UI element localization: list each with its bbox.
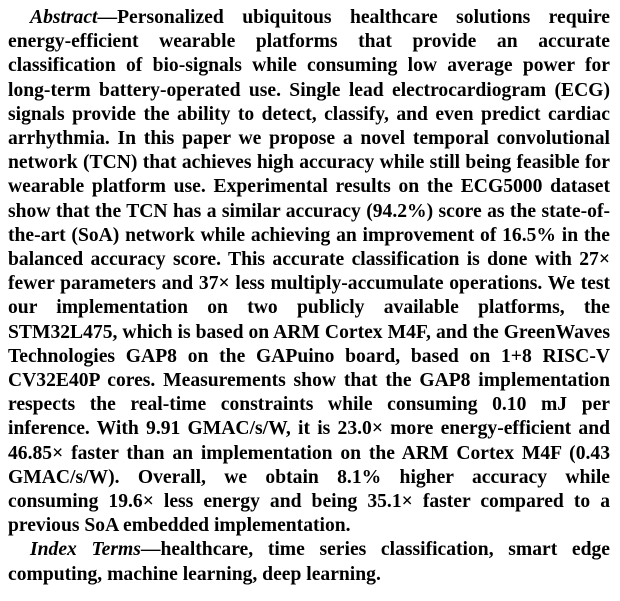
index-terms-dash: —: [140, 539, 161, 561]
abstract-label: Abstract: [30, 7, 98, 28]
index-terms-label: Index Terms: [30, 539, 141, 561]
abstract-section: [8, 6, 610, 587]
abstract-paragraph: [8, 6, 610, 538]
abstract-text: Personalized ubiquitous healthcare solutions require energy-efficient wearable platforms that provide an accurate classification of bio-signals while consuming low average power for long-term battery-operated use. Single lead electrocardiogram (ECG) signals provide the ability to detect, classify, and even predict cardiac arrhythmia. In this paper we propose a novel temporal convolutional network (TCN) that achieves high accuracy while still being feasible for wearable platform use. Experimental results on the ECG5000 dataset show that the TCN has a similar accuracy (94.2%) score as the state-of-the-art (SoA) network while achieving an improvement of 16.5% in the balanced accuracy score. This accurate classification is done with 27× fewer parameters and 37× less multiply-accumulate operations. We test our implementation on two publicly available platforms, the STM32L475, which is based on ARM Cortex M4F, and the GreenWaves Technologies GAP8 on the GAPuino board, based on 1+8 RISC-V CV32E40P cores. Measurements show that the GAP8 implementation respects the real-time constraints while consuming 0.10 mJ per inference. With 9.91 GMAC/s/W, it is 23.0× more energy-efficient and 46.85× faster than an implementation on the ARM Cortex M4F (0.43 GMAC/s/W). Overall, we obtain 8.1% higher accuracy while consuming 19.6× less energy and being 35.1× faster compared to a previous SoA embedded implementation.: [8, 7, 610, 537]
abstract-dash: —: [97, 7, 118, 28]
index-terms-text: healthcare, time series classification, smart edge computing, machine learning, deep learning.: [8, 539, 610, 585]
index-terms-paragraph: [8, 538, 610, 586]
